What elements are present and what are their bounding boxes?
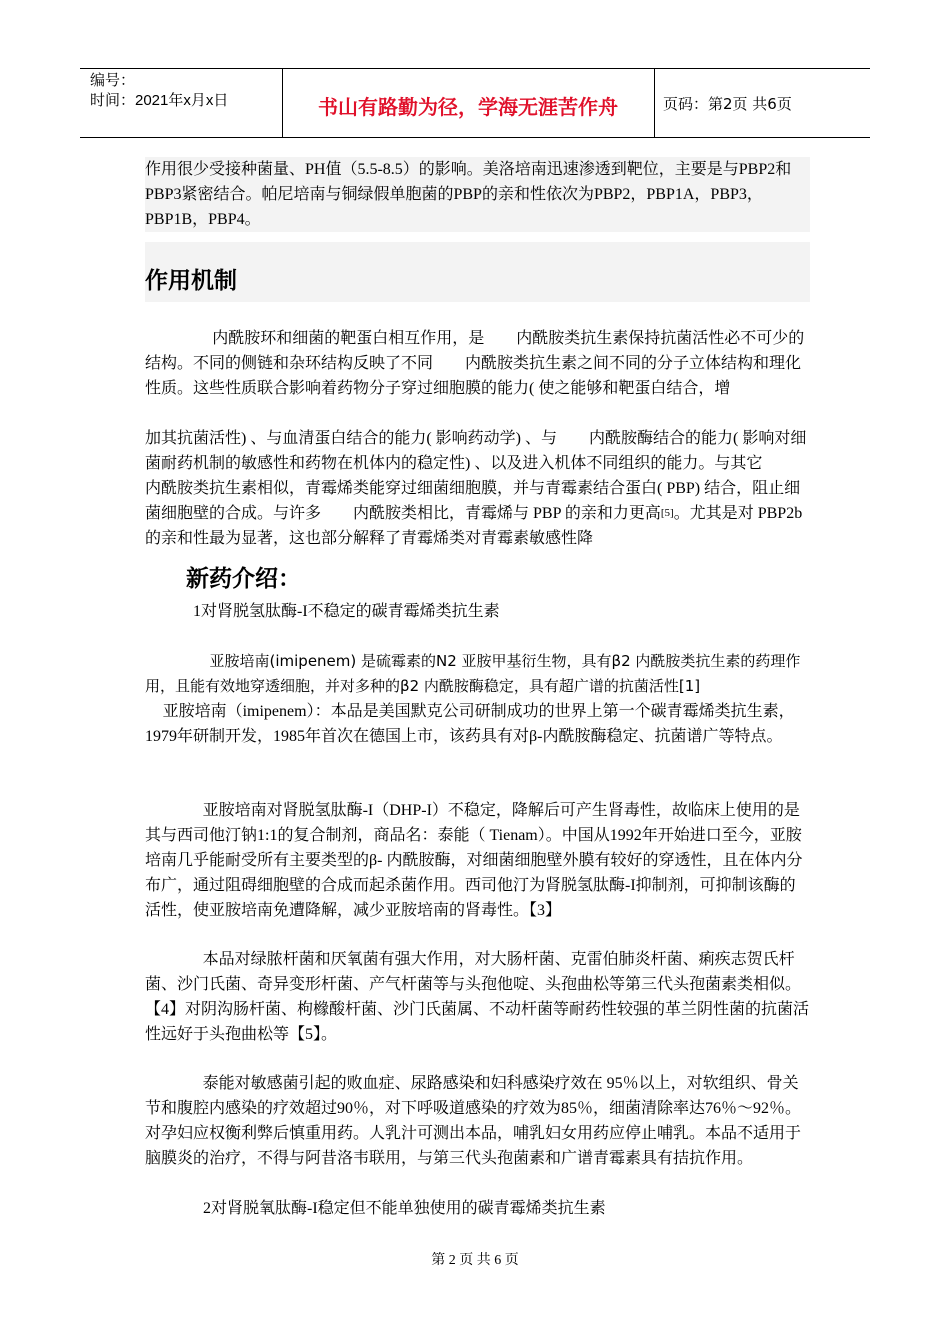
spectrum-paragraph: 本品对绿脓杆菌和厌氧菌有强大作用，对大肠杆菌、克雷伯肺炎杆菌、痢疾志贺氏杆菌、沙门氏菌、奇异变形杆菌、产气杆菌等与头孢他啶、头孢曲松等第三代头孢菌素类相似。【4】对阴沟肠杆菌、枸橼酸杆菌、沙门氏菌属、不动杆菌等耐药性较强的革兰阴性菌的抗菌活性远好于头孢曲松等【5】。 (145, 951, 810, 1043)
page-footer: 第 2 页 共 6 页 (431, 1253, 519, 1268)
header-page-number: 页码：第2页 共6页 (663, 95, 792, 113)
mechanism-text: 加其抗菌活性) 、与血清蛋白结合的能力( 影响药动学) 、与 内酰胺酶结合的能力( 影响对细菌耐药机制的敏感性和药物在机体内的稳定性) 、以及进入机体不同组织的能力。与其它 内酰胺类抗生素相似，青霉烯类能穿过细菌细胞膜，并与青霉素结合蛋白( PBP) 结合，阻止细菌细胞壁的合成。与许多 内酰胺类相比，青霉烯与 PBP 的亲和力更高 (145, 430, 807, 522)
intro-paragraph: 作用很少受接种菌量、PH值（5.5-8.5）的影响。美洛培南迅速渗透到靶位，主要是与PBP2和PBP3紧密结合。帕尼培南与铜绿假单胞菌的PBP的亲和性依次为PBP2，PBP1A，PBP3，PBP1B，PBP4。 (145, 157, 810, 232)
code-label: 编号： (90, 72, 136, 89)
subheading-2: 2对肾脱氧肽酶-I稳定但不能单独使用的碳青霉烯类抗生素 (203, 1200, 606, 1217)
reference-mark: [5] (660, 507, 674, 519)
mechanism-text-tail: 。尤其是对 PBP2b 的亲和性最为显著，这也部分解释了青霉烯类对青霉素敏感性降 (145, 505, 803, 547)
mechanism-paragraph-1: 内酰胺环和细菌的靶蛋白相互作用，是 内酰胺类抗生素保持抗菌活性必不可少的结构。不同的侧链和杂环结构反映了不同 内酰胺类抗生素之间不同的分子立体结构和理化性质。这些性质联合影响着药物分子穿过细胞膜的能力( 使之能够和靶蛋白结合，增 (145, 330, 805, 397)
mechanism-heading: 作用机制 (145, 268, 237, 294)
mechanism-paragraph-2 (145, 426, 810, 551)
subheading-1: 1对肾脱氢肽酶-I不稳定的碳青霉烯类抗生素 (193, 603, 500, 620)
page-header (80, 68, 870, 138)
section-heading-bg (145, 242, 810, 302)
efficacy-paragraph: 泰能对敏感菌引起的败血症、尿路感染和妇科感染疗效在 95％以上，对软组织、骨关节和腹腔内感染的疗效超过90％，对下呼吸道感染的疗效为85％，细菌清除率达76％～92％。对孕妇应权衡利弊后慎重用药。人乳汁可测出本品，哺乳妇女用药应停止哺乳。本品不适用于脑膜炎的治疗，不得与阿昔洛韦联用，与第三代头孢菌素和广谱青霉素具有拮抗作用。 (145, 1075, 802, 1167)
header-motto: 书山有路勤为径，学海无涯苦作舟 (318, 95, 618, 119)
new-drugs-heading: 新药介绍： (186, 566, 301, 592)
header-divider (654, 69, 655, 137)
date-label: 时间：2021年x月x日 (90, 92, 229, 109)
header-meta (90, 71, 228, 111)
imipenem-paragraph: 亚胺培南（imipenem）：本品是美国默克公司研制成功的世界上第一个碳青霉烯类抗生素，1979年研制开发，1985年首次在德国上市，该药具有对β-内酰胺酶稳定、抗菌谱广等特点。 (145, 703, 795, 745)
imipenem-summary: 亚胺培南(imipenem) 是硫霉素的N2 亚胺甲基衍生物，具有β2 内酰胺类抗生素的药理作用，且能有效地穿透细胞，并对多种的β2 内酰胺酶稳定，具有超广谱的抗菌活性[1] (145, 652, 801, 695)
dhp-paragraph: 亚胺培南对肾脱氢肽酶-I（DHP-I）不稳定，降解后可产生肾毒性，故临床上使用的是其与西司他汀钠1:1的复合制剂，商品名：泰能（ Tienam）。中国从1992年开始进口至今，亚胺培南几乎能耐受所有主要类型的β- 内酰胺酶，对细菌细胞壁外膜有较好的穿透性，且在体内分布广，通过阻碍细胞壁的合成而起杀菌作用。西司他汀为肾脱氢肽酶-I抑制剂，可抑制该酶的活性，使亚胺培南免遭降解，减少亚胺培南的肾毒性。【3】 (145, 802, 803, 919)
